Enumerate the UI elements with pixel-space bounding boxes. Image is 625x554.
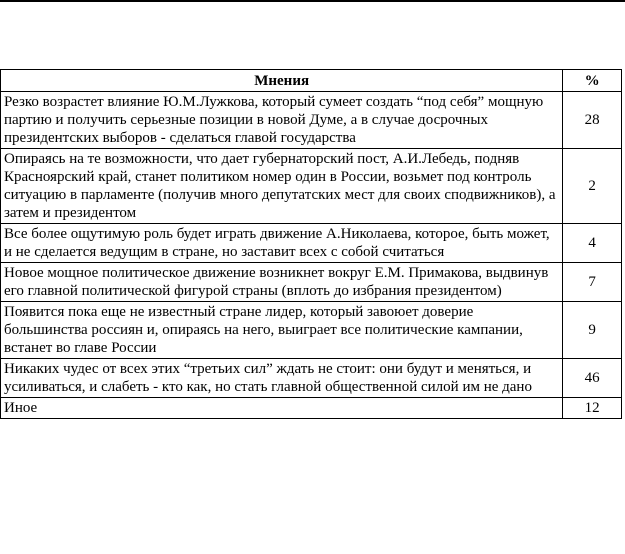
table-row xyxy=(1,263,622,302)
percent-cell: 2 xyxy=(563,149,622,224)
percent-cell: 12 xyxy=(563,398,622,419)
opinions-table xyxy=(0,69,622,419)
percent-cell: 4 xyxy=(563,224,622,263)
opinion-cell: Все более ощутимую роль будет играть движение А.Николаева, которое, быть может, и не сделается ведущим в стране, но заставит всех с собой считаться xyxy=(1,224,563,263)
table-row xyxy=(1,359,622,398)
top-rule xyxy=(0,0,625,2)
opinion-cell: Никаких чудес от всех этих “третьих сил” ждать не стоит: они будут и меняться, и усиливаться, и слабеть - кто как, но стать главной общественной силой им не дано xyxy=(1,359,563,398)
opinion-cell: Появится пока еще не известный стране лидер, который завоюет доверие большинства россиян и, опираясь на него, выиграет все политические кампании, встанет во главе России xyxy=(1,302,563,359)
table-header-row xyxy=(1,70,622,92)
table-row xyxy=(1,92,622,149)
column-header-opinions: Мнения xyxy=(1,70,563,92)
percent-cell: 28 xyxy=(563,92,622,149)
table-row xyxy=(1,224,622,263)
table-row xyxy=(1,149,622,224)
percent-cell: 7 xyxy=(563,263,622,302)
column-header-percent: % xyxy=(563,70,622,92)
percent-cell: 9 xyxy=(563,302,622,359)
table-row xyxy=(1,302,622,359)
opinion-cell: Опираясь на те возможности, что дает губернаторский пост, А.И.Лебедь, подняв Красноярский край, станет политиком номер один в России, возьмет под контроль ситуацию в парламенте (получив много депутатских мест для своих сподвижников), а затем и президентом xyxy=(1,149,563,224)
opinion-cell: Новое мощное политическое движение возникнет вокруг Е.М. Примакова, выдвинув его главной политической фигурой страны (вплоть до избрания президентом) xyxy=(1,263,563,302)
table-row xyxy=(1,398,622,419)
opinion-cell: Резко возрастет влияние Ю.М.Лужкова, который сумеет создать “под себя” мощную партию и получить серьезные позиции в новой Думе, а в случае досрочных президентских выборов - сделаться главой государства xyxy=(1,92,563,149)
percent-cell: 46 xyxy=(563,359,622,398)
opinion-cell: Иное xyxy=(1,398,563,419)
